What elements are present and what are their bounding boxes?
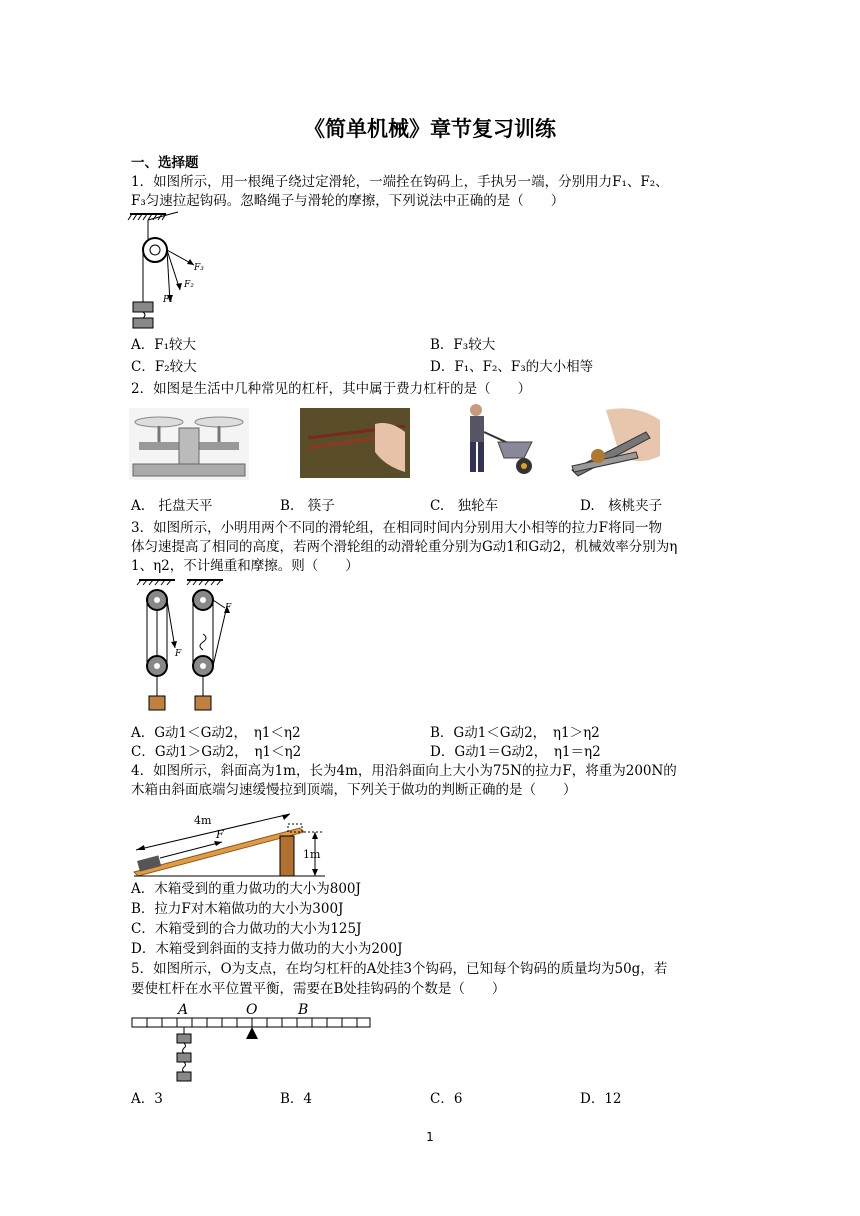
q1-fixed-pulley-figure: [128, 210, 218, 330]
q5-stem-line2: 要使杠杆在水平位置平衡，需要在B处挂钩码的个数是（ ）: [131, 981, 506, 997]
q5-label-a: A: [178, 1002, 189, 1018]
q5-label-o: O: [246, 1002, 258, 1018]
q4-label-height: 1m: [303, 848, 321, 861]
q1-label-f1: F₁: [163, 295, 173, 305]
q3-label-f-right: F: [225, 603, 232, 613]
q4-option-a[interactable]: A．木箱受到的重力做功的大小为800J: [131, 881, 361, 897]
q1-option-d[interactable]: D．F₁、F₂、F₃的大小相等: [430, 359, 594, 375]
q2-option-c[interactable]: C. 独轮车: [430, 498, 499, 514]
q4-label-f: F: [216, 828, 224, 841]
section-heading: 一、选择题: [131, 155, 199, 171]
q5-option-d[interactable]: D．12: [580, 1091, 622, 1107]
q1-option-b[interactable]: B．F₃较大: [430, 337, 496, 353]
q5-stem-line1: 5．如图所示，O为支点，在均匀杠杆的A处挂3个钩码，已知每个钩码的质量均为50g，若: [131, 961, 668, 977]
q2-stem-line1: 2．如图是生活中几种常见的杠杆，其中属于费力杠杆的是（ ）: [131, 381, 532, 397]
q1-stem-line2: F₃匀速拉起钩码。忽略绳子与滑轮的摩擦，下列说法中正确的是（ ）: [131, 193, 565, 209]
q1-option-c[interactable]: C．F₂较大: [131, 359, 197, 375]
q1-label-f2: F₂: [184, 280, 194, 290]
page-title: 《简单机械》章节复习训练: [304, 117, 556, 141]
q4-label-length: 4m: [194, 814, 212, 827]
q1-option-a[interactable]: A．F₁较大: [131, 337, 197, 353]
q3-option-d[interactable]: D．G动1＝G动2， η1＝η2: [430, 744, 601, 760]
q2-chopsticks-image: [300, 408, 410, 478]
q3-option-a[interactable]: A．G动1＜G动2， η1＜η2: [131, 725, 301, 741]
q2-wheelbarrow-image: [458, 402, 538, 484]
q3-label-f-left: F: [175, 649, 182, 659]
q3-stem-line1: 3．如图所示，小明用两个不同的滑轮组，在相同时间内分别用大小相等的拉力F将同一物: [131, 520, 662, 536]
q4-option-d[interactable]: D．木箱受到斜面的支持力做功的大小为200J: [131, 941, 403, 957]
q1-label-f3: F₃: [194, 263, 204, 273]
q2-balance-image: [129, 408, 249, 480]
q3-stem-line2: 体匀速提高了相同的高度，若两个滑轮组的动滑轮重分别为G动1和G动2，机械效率分别为η: [131, 539, 678, 555]
q5-option-a[interactable]: A．3: [131, 1091, 163, 1107]
q5-label-b: B: [298, 1002, 309, 1018]
q3-stem-line3: 1、η2，不计绳重和摩擦。则（ ）: [131, 558, 359, 574]
q3-pulley-block-figure: [135, 576, 245, 716]
q4-option-c[interactable]: C．木箱受到的合力做功的大小为125J: [131, 921, 362, 937]
q3-option-b[interactable]: B．G动1＜G动2， η1＞η2: [430, 725, 600, 741]
q5-option-b[interactable]: B．4: [280, 1091, 313, 1107]
q4-incline-figure: [130, 810, 330, 880]
q4-stem-line2: 木箱由斜面底端匀速缓慢拉到顶端，下列关于做功的判断正确的是（ ）: [131, 782, 577, 798]
q2-nutcracker-image: [566, 406, 662, 480]
q2-option-a[interactable]: A. 托盘天平: [131, 498, 213, 514]
q1-stem-line1: 1．如图所示，用一根绳子绕过定滑轮，一端拴在钩码上，手执另一端，分别用力F₁、F₂、: [131, 174, 669, 190]
q5-lever-figure: [130, 1000, 375, 1090]
q2-option-d[interactable]: D. 核桃夹子: [580, 498, 663, 514]
q2-option-b[interactable]: B. 筷子: [280, 498, 335, 514]
q5-option-c[interactable]: C．6: [430, 1091, 463, 1107]
page-number: 1: [426, 1130, 434, 1144]
q4-option-b[interactable]: B．拉力F对木箱做功的大小为300J: [131, 901, 344, 917]
q4-stem-line1: 4．如图所示，斜面高为1m，长为4m，用沿斜面向上大小为75N的拉力F，将重为200N的: [131, 763, 677, 779]
q3-option-c[interactable]: C．G动1＞G动2， η1＜η2: [131, 744, 302, 760]
